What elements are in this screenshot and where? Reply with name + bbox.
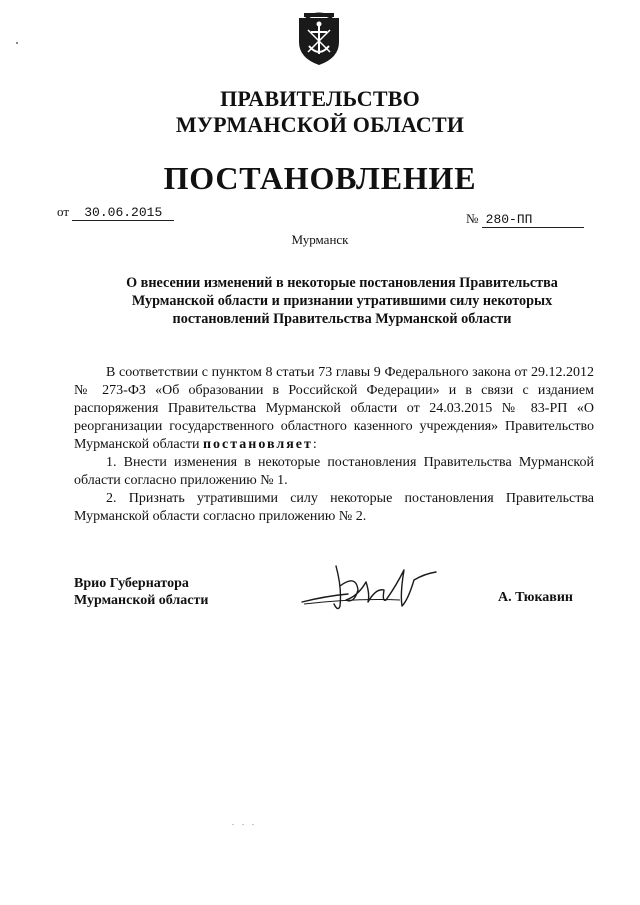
scan-dot [16, 42, 18, 44]
signatory-title-line1: Врио Губернатора [74, 576, 189, 591]
footer-marks: . . . [232, 818, 257, 827]
coat-of-arms-icon [296, 8, 342, 66]
document-subject [98, 274, 586, 328]
preamble-text: В соответствии с пунктом 8 статьи 73 главы 9 Федерального закона от 29.12.2012 № 273-ФЗ «Об образовании в Российской Федерации» и в связи с изданием распоряжения Правительства Мурманской области от 24.03.2015 № 83-РП «О реорганизации государственного областного казенного учреждения» Правительство Мурманской области [74, 365, 594, 452]
subject-line-1: О внесении изменений в некоторые постановления Правительства [126, 275, 558, 291]
document-body [74, 364, 594, 526]
handwritten-signature [296, 560, 444, 616]
subject-line-3: постановлений Правительства Мурманской области [172, 311, 512, 327]
subject-line-2: Мурманской области и признании утратившими силу некоторых [131, 293, 553, 309]
document-type: ПОСТАНОВЛЕНИЕ [163, 160, 477, 196]
decree-item-2: 2. Признать утратившими силу некоторые постановления Правительства Мурманской области согласно приложению № 2. [74, 491, 594, 524]
signatory-title [74, 575, 208, 609]
city: Мурманск [291, 232, 349, 247]
decree-word: постановляет [202, 437, 313, 452]
date-value: 30.06.2015 [72, 206, 174, 221]
number-value: 280-ПП [482, 213, 584, 228]
date-line [57, 204, 174, 221]
number-prefix: № [466, 211, 479, 226]
government-title-line2: МУРМАНСКОЙ ОБЛАСТИ [175, 112, 465, 137]
signatory-title-line2: Мурманской области [74, 593, 209, 608]
decree-colon: : [312, 437, 317, 452]
date-prefix: от [57, 204, 70, 219]
government-title-line1: ПРАВИТЕЛЬСТВО [220, 86, 420, 111]
decree-item-1: 1. Внести изменения в некоторые постановления Правительства Мурманской области согласно приложению № 1. [74, 455, 594, 488]
preamble-paragraph [74, 364, 594, 454]
number-line [466, 211, 584, 228]
signatory-name: А. Тюкавин [498, 590, 573, 605]
